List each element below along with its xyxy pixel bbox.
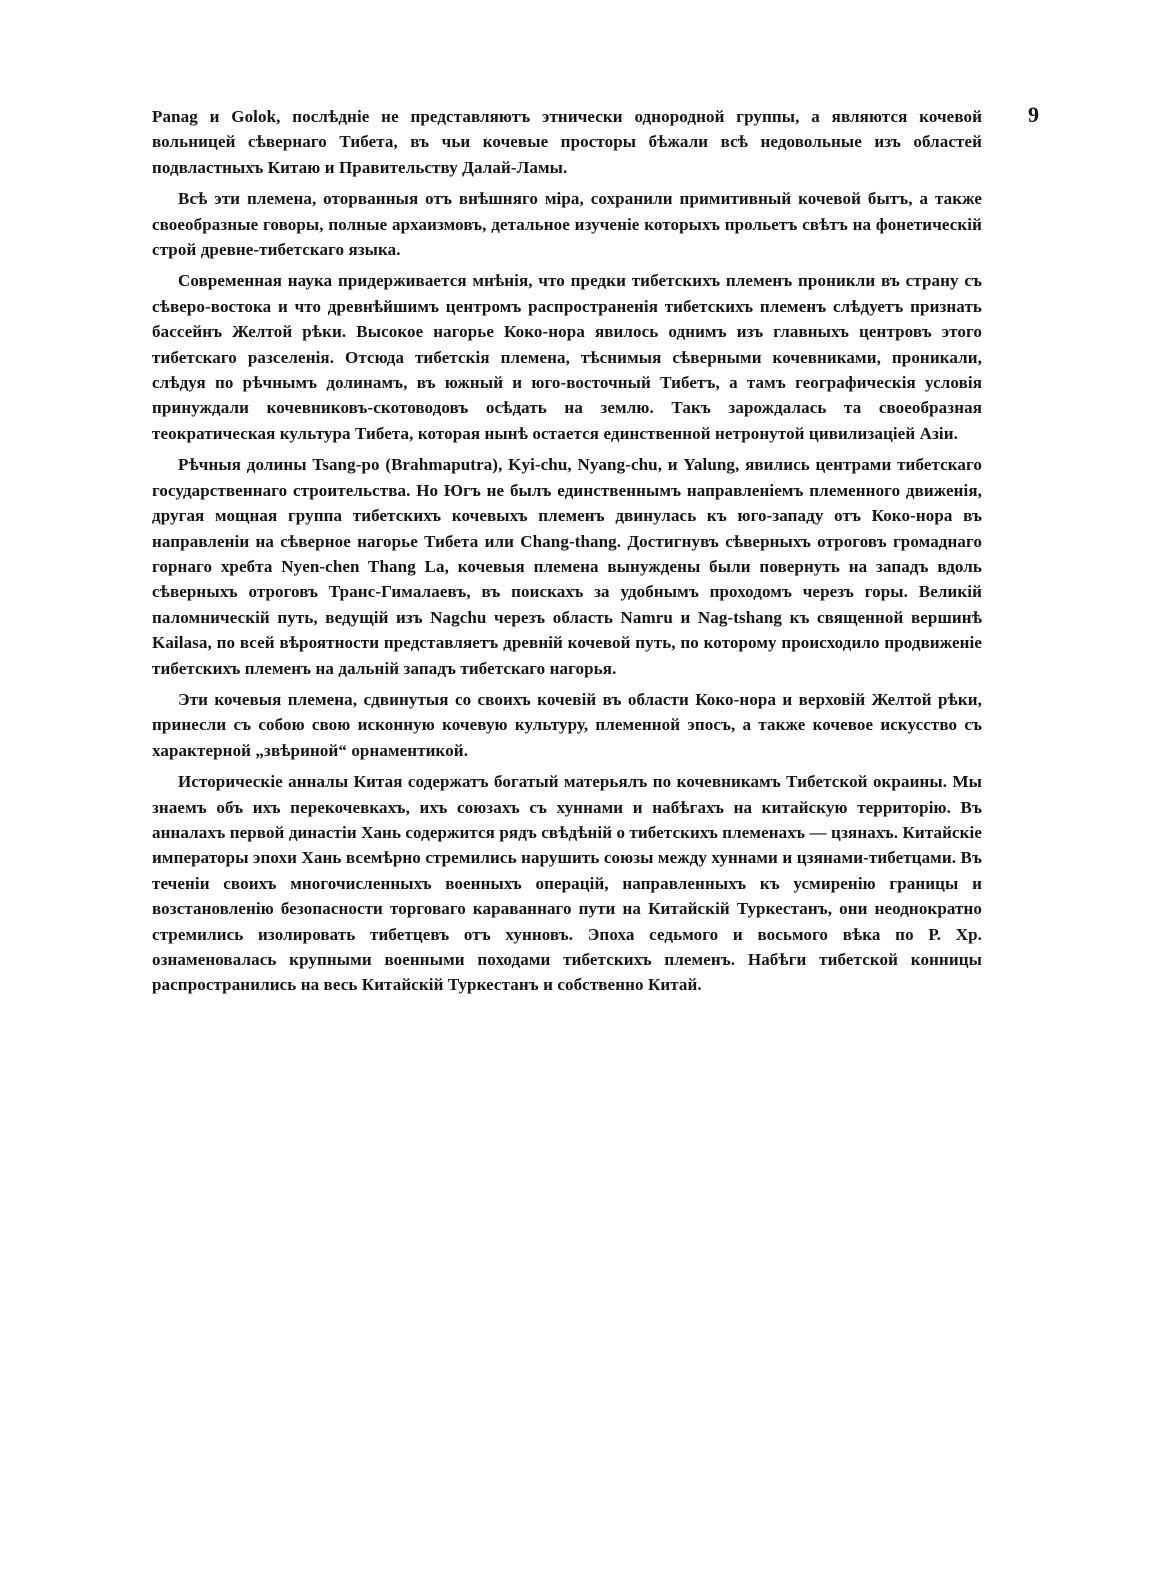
paragraph: Всѣ эти племена, оторванныя отъ внѣшняго міра, сохранили примитивный кочевой бытъ, а также своеобразные говоры, полные архаизмовъ, детальное изученіе которыхъ прольетъ свѣтъ на фонетическій строй древне-тибетскаго языка. [152, 189, 982, 260]
paragraph: Эти кочевыя племена, сдвинутыя со своихъ кочевій въ области Коко-нора и верховій Желтой рѣки, принесли съ собою свою исконную кочевую культуру, племенной эпосъ, а также кочевое искусство съ характерной „звѣриной“ орнаментикой. [152, 689, 982, 760]
page-number: 9 [1028, 102, 1039, 127]
paragraph: Историческіе анналы Китая содержатъ богатый матерьялъ по кочевникамъ Тибетской окраины. Мы знаемъ объ ихъ перекочевкахъ, ихъ союзахъ съ хуннами и набѣгахъ на китайскую территорію. Въ анналахъ первой династіи Хань содержится рядъ свѣдѣній о тибетскихъ племенахъ — цзянахъ. Китайскіе императоры эпохи Хань всемѣрно стремились нарушить союзы между хуннами и цзянами-тибетцами. Въ теченіи своихъ многочисленныхъ военныхъ операцій, направленныхъ къ усмиренію границы и возстановленію безопасности торговаго караваннаго пути на Китайскій Туркестанъ, они неоднократно стремились изолировать тибетцевъ отъ хунновъ. Эпоха седьмого и восьмого вѣка по Р. Хр. ознаменовалась крупными военными походами тибетскихъ племенъ. Набѣги тибетской конницы распространились на весь Китайскій Туркестанъ и собственно Китай. [152, 772, 982, 995]
paragraph: Panag и Golok, послѣдніе не представляютъ этнически однородной группы, а являются кочевой вольницей сѣвернаго Тибета, въ чьи кочевые просторы бѣжали всѣ недовольные изъ областей подвластныхъ Китаю и Правительству Далай-Ламы. [152, 107, 982, 177]
paragraph: Современная наука придерживается мнѣнія, что предки тибетскихъ племенъ проникли въ страну съ сѣверо-востока и что древнѣйшимъ центромъ распространенія тибетскихъ племенъ слѣдуетъ признать бассейнъ Желтой рѣки. Высокое нагорье Коко-нора явилось однимъ изъ главныхъ центровъ этого тибетскаго разселенія. Отсюда тибетскія племена, тѣснимыя сѣверными кочевниками, проникали, слѣдуя по рѣчнымъ долинамъ, въ южный и юго-восточный Тибетъ, а тамъ географическія условія принуждали кочевниковъ-скотоводовъ осѣдать на землю. Такъ зарождалась та своеобразная теократическая культура Тибета, которая нынѣ остается единственной нетронутой цивилизаціей Азіи. [152, 271, 982, 443]
paragraph: Рѣчныя долины Tsang-po (Brahmaputra), Kyi-chu, Nyang-chu, и Yalung, явились центрами тибетскаго государственнаго строительства. Но Югъ не былъ единственнымъ направленіемъ племенного движенія, другая мощная группа тибетскихъ кочевыхъ племенъ двинулась къ юго-западу отъ Коко-нора въ направленіи на сѣверное нагорье Тибета или Chang-thang. Достигнувъ сѣверныхъ отроговъ громаднаго горнаго хребта Nyen-chen Thang La, кочевыя племена вынуждены были повернуть на западъ вдоль сѣверныхъ отроговъ Транс-Гималаевъ, въ поискахъ за удобнымъ проходомъ черезъ горы. Великій паломническій путь, ведущій изъ Nagchu черезъ область Namru и Nag-tshang къ священной вершинѣ Kailasa, по всей вѣроятности представляетъ древній кочевой путь, по которому происходило продвиженіе тибетскихъ племенъ на дальній западъ тибетскаго нагорья. [152, 455, 982, 678]
body-text [152, 104, 982, 1004]
